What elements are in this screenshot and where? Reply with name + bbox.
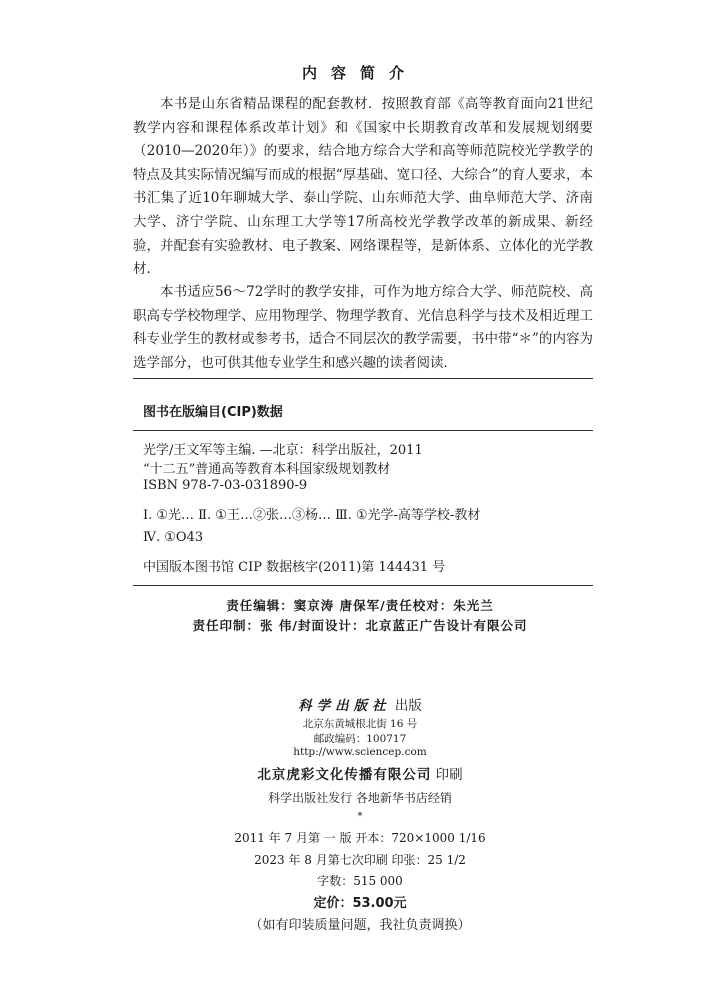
divider-top	[133, 378, 593, 379]
printer-suffix: 印刷	[435, 767, 463, 783]
cip-heading: 图书在版编目(CIP)数据	[143, 405, 283, 420]
editor-credits: 责任编辑：窦京涛 唐保军/责任校对：朱光兰	[226, 598, 494, 613]
quality-note: （如有印装质量问题，我社负责调换）	[249, 918, 471, 933]
separator-star: *	[357, 811, 363, 822]
intro-paragraph-1: 本书是山东省精品课程的配套教材．按照教育部《高等教育面向21世纪教学内容和课程体系改革计划》和《国家中长期教育改革和发展规划纲要（2010—2020年）》的要求，结合地方综合大学和高等师范院校光学教学的特点及其实际情况编写而成的根据“厚基础、宽口径、大综合”的育人要求，本书汇集了近10年聊城大学、泰山学院、山东师范大学、曲阜师范大学、济南大学、济宁学院、山东理工大学等17所高校光学教学改革的新成果、新经验，并配套有实验教材、电子教案、网络课程等，是新体系、立体化的光学教材．	[133, 96, 593, 278]
section-title: 内容简介	[301, 64, 418, 82]
intro-paragraph-2: 本书适应56～72学时的教学安排，可作为地方综合大学、师范院校、高职高专学校物理学、应用物理学、物理学教育、光信息科学与技术及相近理工科专业学生的教材或参考书，适合不同层次的教学需要，书中带“＊”的内容为选学部分，也可供其他专业学生和感兴趣的读者阅读．	[133, 284, 593, 371]
production-credits: 责任印制：张 伟/封面设计：北京蓝正广告设计有限公司	[192, 618, 528, 633]
distribution-line: 科学出版社发行 各地新华书店经销	[268, 791, 452, 805]
publisher-suffix: 出版	[394, 698, 422, 714]
publisher-website: http://www.sciencep.com	[293, 746, 427, 758]
cip-series-line: “十二五”普通高等教育本科国家级规划教材	[143, 462, 391, 477]
cip-isbn-line: ISBN 978-7-03-031890-9	[143, 478, 308, 493]
publisher-name: 科学出版社	[298, 698, 391, 714]
printer-line	[0, 763, 720, 783]
cip-title-line: 光学/王文军等主编. —北京：科学出版社，2011	[143, 443, 423, 458]
edition-line: 2011 年 7 月第 一 版 开本：720×1000 1/16	[234, 831, 486, 845]
cip-classification-line: Ⅳ. ①O43	[143, 530, 204, 545]
printer-name: 北京虎彩文化传播有限公司	[257, 767, 432, 783]
word-count: 字数：515 000	[317, 874, 403, 888]
publisher-line	[0, 694, 720, 714]
cip-subject-line: Ⅰ. ①光… Ⅱ. ①王…②张…③杨… Ⅲ. ①光学-高等学校-教材	[143, 508, 481, 523]
cip-record-line: 中国版本图书馆 CIP 数据核字(2011)第 144431 号	[143, 560, 446, 575]
publisher-address: 北京东黄城根北街 16 号	[302, 718, 418, 730]
divider-cip	[133, 430, 593, 431]
printing-line: 2023 年 8 月第七次印刷 印张：25 1/2	[254, 853, 466, 867]
publisher-postcode: 邮政编码：100717	[313, 733, 407, 745]
divider-bottom	[133, 585, 593, 586]
price: 定价：53.00元	[313, 896, 407, 911]
